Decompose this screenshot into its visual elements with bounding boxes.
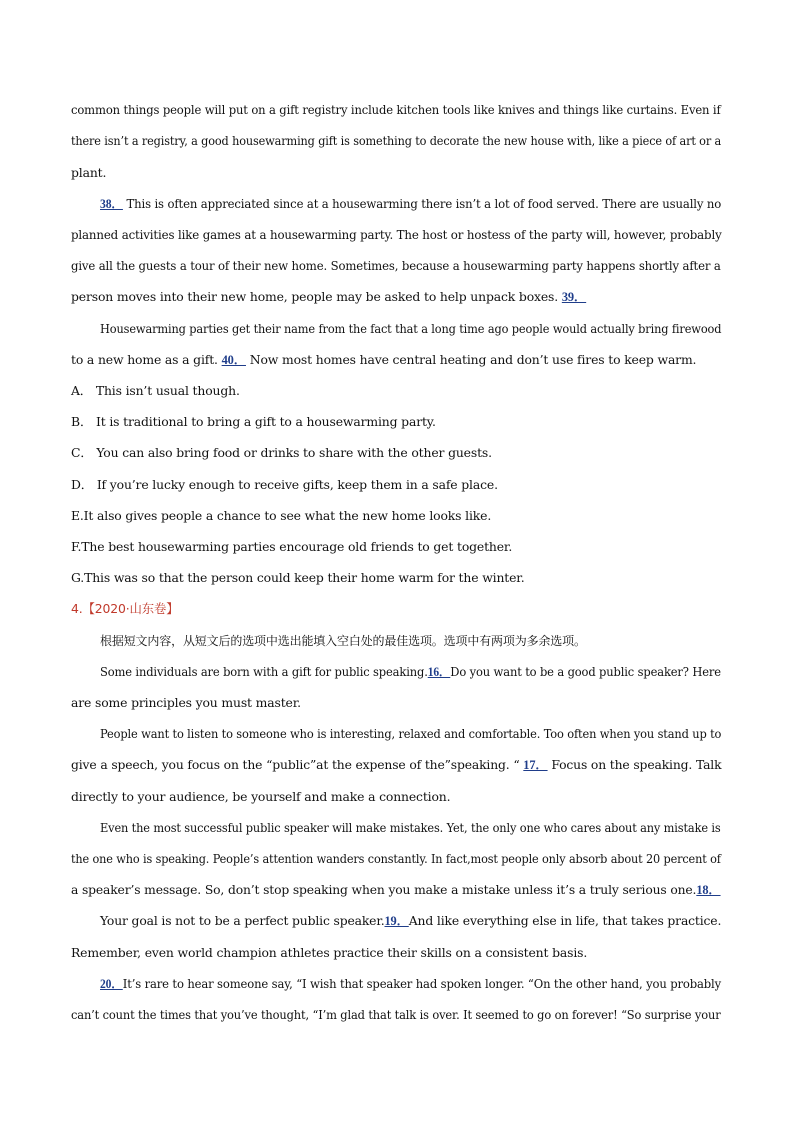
- blank-20: 20．: [100, 977, 123, 991]
- text-line: person moves into their new home, people may be asked to help unpack boxes. 39．: [71, 289, 587, 304]
- option-e: E.It also gives people a chance to see what the new home looks like.: [71, 508, 492, 523]
- text-line: Housewarming parties get their name from the fact that a long time ago people would actually bring firewood: [100, 321, 722, 336]
- option-f: F.The best housewarming parties encourage old friends to get together.: [71, 539, 513, 554]
- text-line: the one who is speaking. People’s attention wanders constantly. In fact,most people only absorb about 20 percent of: [71, 851, 721, 866]
- option-c: C． You can also bring food or drinks to share with the other guests.: [71, 445, 492, 460]
- blank-17: 17．: [523, 758, 548, 772]
- text-line: give a speech, you focus on the “public”at the expense of the”speaking. “ 17． Focus on the speaking. Talk: [71, 757, 722, 772]
- text-line: can’t count the times that you’ve thought, “I’m glad that talk is over. It seemed to go on forever! “So surprise your: [71, 1007, 721, 1022]
- text-line: directly to your audience, be yourself and make a connection.: [71, 789, 451, 804]
- text-line: common things people will put on a gift registry include kitchen tools like knives and things like curtains. Even if: [71, 102, 721, 117]
- text-line: give all the guests a tour of their new home. Sometimes, because a housewarming party happens shortly after a: [71, 258, 721, 273]
- text-line: Your goal is not to be a perfect public speaker.19．And like everything else in life, that takes practice.: [100, 913, 722, 928]
- option-d: D． If you’re lucky enough to receive gifts, keep them in a safe place.: [71, 477, 498, 492]
- blank-16: 16．: [427, 665, 451, 679]
- text-line: are some principles you must master.: [71, 695, 301, 710]
- text-line: Even the most successful public speaker will make mistakes. Yet, the only one who cares about any mistake is: [100, 820, 721, 835]
- text-line: planned activities like games at a housewarming party. The host or hostess of the party will, however, probably: [71, 227, 722, 242]
- text-line: a speaker’s message. So, don’t stop speaking when you make a mistake unless it’s a truly serious one.18．: [71, 882, 721, 897]
- text-line: there isn’t a registry, a good housewarming gift is something to decorate the new house with, like a piece of art or a: [71, 133, 722, 148]
- blank-39: 39．: [561, 290, 587, 304]
- text-line: 38． This is often appreciated since at a housewarming there isn’t a lot of food served. There are usually no: [100, 196, 722, 211]
- text-line: plant.: [71, 165, 107, 180]
- text-line: People want to listen to someone who is interesting, relaxed and comfortable. Too often when you stand up to: [100, 726, 722, 741]
- option-a: A． This isn’t usual though.: [71, 383, 240, 398]
- text-line: 20．It’s rare to hear someone say, “I wish that speaker had spoken longer. “On the other hand, you probably: [100, 976, 722, 991]
- text-line: Remember, even world champion athletes practice their skills on a consistent basis.: [71, 945, 588, 960]
- blank-38: 38．: [100, 197, 123, 211]
- blank-18: 18．: [696, 883, 721, 897]
- blank-19: 19．: [384, 914, 409, 928]
- text-line: Some individuals are born with a gift for public speaking.16．Do you want to be a good public speaker? Here: [100, 664, 721, 679]
- option-g: G.This was so that the person could keep their home warm for the winter.: [71, 570, 525, 585]
- instructions: 根据短文内容，从短文后的选项中选出能填入空白处的最佳选项。选项中有两项为多余选项。: [100, 634, 586, 648]
- option-b: B． It is traditional to bring a gift to a housewarming party.: [71, 414, 436, 429]
- text-line: to a new home as a gift. 40． Now most homes have central heating and don’t use fires to keep warm.: [71, 352, 697, 367]
- blank-40: 40．: [221, 353, 246, 367]
- section-heading: 4.【2020·山东卷】: [71, 601, 179, 616]
